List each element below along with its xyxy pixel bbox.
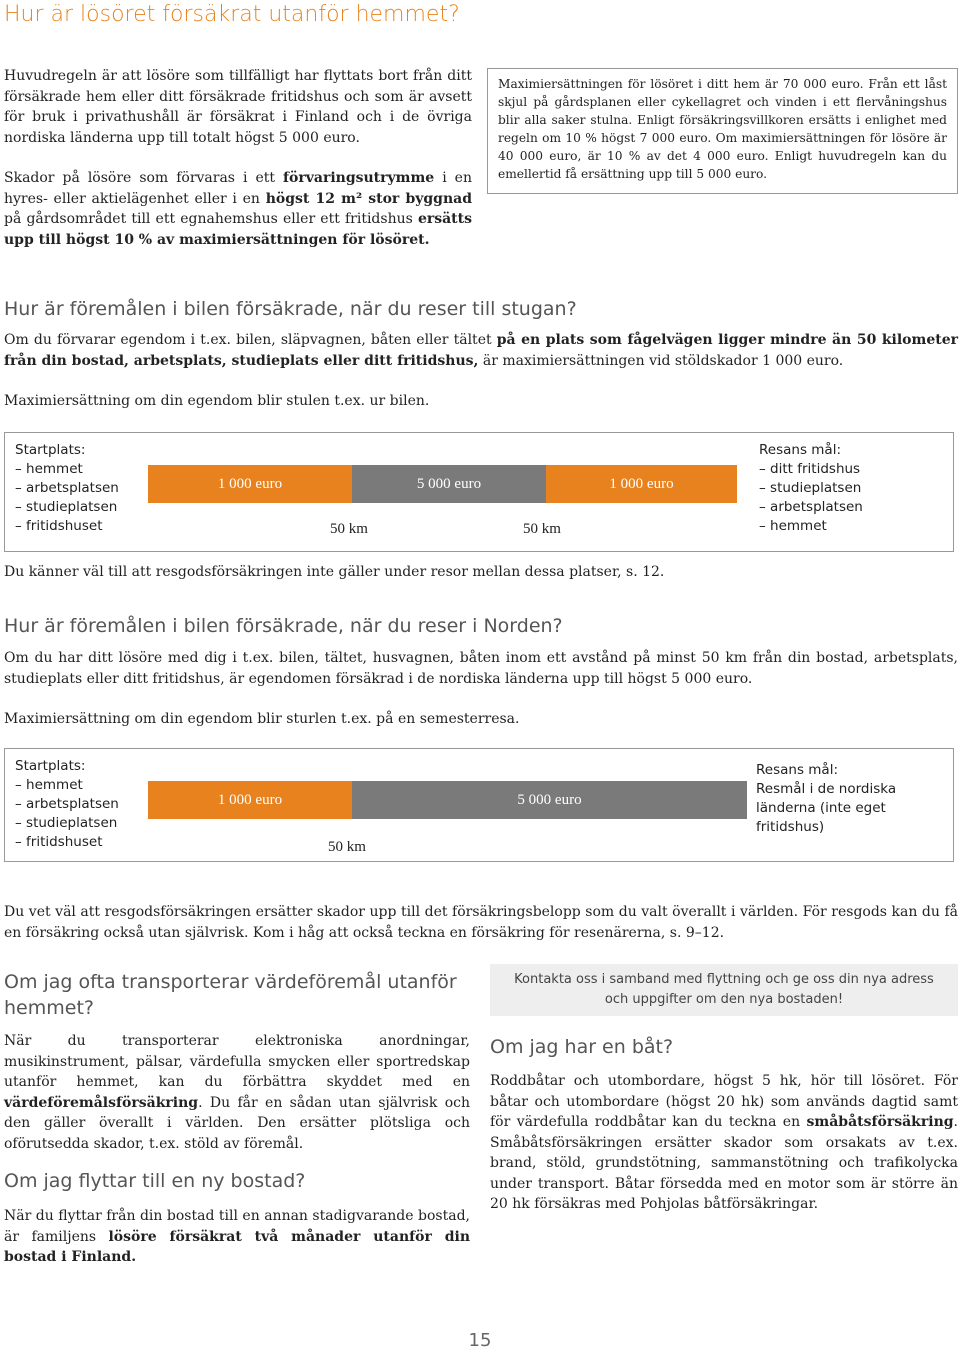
section4-text: När du transporterar elektroniska anordningar, musikinstrument, pälsar, värdefulla smycken eller sportredskap utanför hemmet, kan du förbättra skyddet med en värdeföremålsförsäkring. Du får en sådan utan självrisk och den gäller överallt i världen. Den ersätter plötsliga och oförutsedda skador, t.ex. stöld av föremål. <box>4 1033 470 1152</box>
example-box <box>487 68 958 194</box>
route-segment-near-start: 1 000 euro <box>148 781 352 819</box>
start-title: Startplats: <box>15 758 86 774</box>
destination-text: Resmål i de nordiska länderna (inte eget fritidshus) <box>756 781 897 835</box>
start-item: – studieplatsen <box>15 815 118 831</box>
section1-text <box>4 66 472 250</box>
start-list <box>15 441 119 536</box>
section6-text: Roddbåtar och utombordare, högst 5 hk, hör till lösöret. För båtar och utombordare (högst 20 hk) som används dagtid samt för värdefulla roddbåtar kan du teckna en småbåtsförsäkring. Småbåtsförsäkringen ersätter skador som orsakats av t.ex. brand, stöld, grundstötning, sammanstötning och trafikolycka under transport. Båtar försedda med en motor som är större än 20 hk försäkras med Pohjolas båtförsäkringar. <box>490 1073 958 1212</box>
section2-note: Du känner väl till att resgodsförsäkringen inte gäller under resor mellan dessa platser, s. 12. <box>4 564 665 580</box>
destination-list <box>756 761 946 837</box>
distance-label: 50 km <box>523 521 561 537</box>
destination-title: Resans mål: <box>756 762 838 778</box>
start-item: – fritidshuset <box>15 834 103 850</box>
section5-heading: Om jag flyttar till en ny bostad? <box>4 1170 306 1192</box>
route-diagram-norden <box>4 748 954 862</box>
route-diagram-stugan <box>4 432 954 552</box>
route-segment-middle: 5 000 euro <box>352 465 546 503</box>
start-title: Startplats: <box>15 442 86 458</box>
section3-text <box>4 648 958 730</box>
destination-item: – studieplatsen <box>759 480 862 496</box>
route-segment-near-end: 1 000 euro <box>546 465 737 503</box>
contact-banner-text: Kontakta oss i samband med flyttning och ge oss din nya adress och uppgifter om den nya bostaden! <box>514 972 934 1007</box>
destination-item: – hemmet <box>759 518 827 534</box>
start-item: – hemmet <box>15 461 83 477</box>
start-item: – hemmet <box>15 777 83 793</box>
destination-item: – arbetsplatsen <box>759 499 863 515</box>
example-text: Maximiersättningen för lösöret i ditt hem är 70 000 euro. Från ett låst skjul på gårdsplanen eller cykellagret och vinden i ett flervåningshus blir alla saker stulna. Enligt försäkringsvillkoren ersätts i enlighet med regeln om 10 % högst 7 000 euro. Om maximiersättningen för lösöre är 40 000 euro, är 10 % av det 4 000 euro. Enligt huvudregeln kan du emellertid få ersättning upp till 5 000 euro. <box>498 77 947 181</box>
section1-para2: Skador på lösöre som förvaras i ett förvaringsutrymme i en hyres- eller aktielägenhet eller i en högst 12 m² stor byggnad på gårdsområdet till ett egnahemshus eller ett fritidshus ersätts upp till högst 10 % av maximiersättningen för lösöret. <box>4 170 473 248</box>
distance-label: 50 km <box>330 521 368 537</box>
route-segment-near-start: 1 000 euro <box>148 465 352 503</box>
section3-para1: Om du har ditt lösöre med dig i t.ex. bilen, tältet, husvagnen, båten inom ett avstånd på minst 50 km från din bostad, arbetsplats, studieplats eller ditt fritidshus, är egendomen försäkrad i de nordiska länderna upp till högst 5 000 euro. <box>4 650 958 687</box>
section3-note: Du vet väl att resgodsförsäkringen ersätter skador upp till det försäkringsbelopp som du valt överallt i världen. För resgods kan du få en försäkring också utan självrisk. Kom i håg att också teckna en försäkring för resenärerna, s. 9–12. <box>4 904 958 941</box>
section2-heading: Hur är föremålen i bilen försäkrade, när du reser till stugan? <box>4 298 577 320</box>
section5-text: När du flyttar från din bostad till en annan stadigvarande bostad, är familjens lösöre försäkrat två månader utanför din bostad i Finland. <box>4 1208 470 1265</box>
distance-label: 50 km <box>328 839 366 855</box>
destination-title: Resans mål: <box>759 442 841 458</box>
section1-para1: Huvudregeln är att lösöre som tillfälligt har flyttats bort från ditt försäkrade hem eller ditt försäkrade fritidshus och som är avsett för bruk i privathushåll är försäkrat i Finland och i de övriga nordiska länderna upp till totalt högst 5 000 euro. <box>4 68 472 146</box>
destination-item: – ditt fritidshus <box>759 461 861 477</box>
contact-banner <box>490 964 958 1016</box>
section6-heading: Om jag har en båt? <box>490 1036 674 1058</box>
section2-para2: Maximiersättning om din egendom blir stulen t.ex. ur bilen. <box>4 393 430 409</box>
section2-text <box>4 330 958 412</box>
start-item: – studieplatsen <box>15 499 118 515</box>
page-number: 15 <box>468 1330 492 1351</box>
start-item: – arbetsplatsen <box>15 480 119 496</box>
start-list <box>15 757 119 852</box>
section2-para1: Om du förvarar egendom i t.ex. bilen, släpvagnen, båten eller tältet på en plats som fågelvägen ligger mindre än 50 kilometer från din bostad, arbetsplats, studieplats eller ditt fritidshus, är maximiersättningen vid stöldskador 1 000 euro. <box>4 332 958 369</box>
page-title: Hur är lösöret försäkrat utanför hemmet? <box>4 2 460 27</box>
route-segment-far: 5 000 euro <box>352 781 747 819</box>
section3-para2: Maximiersättning om din egendom blir sturlen t.ex. på en semesterresa. <box>4 711 520 727</box>
section3-heading: Hur är föremålen i bilen försäkrade, när du reser i Norden? <box>4 615 563 637</box>
start-item: – fritidshuset <box>15 518 103 534</box>
destination-list <box>759 441 863 536</box>
section4-heading: Om jag ofta transporterar värdeföremål utanför hemmet? <box>4 971 457 1019</box>
start-item: – arbetsplatsen <box>15 796 119 812</box>
